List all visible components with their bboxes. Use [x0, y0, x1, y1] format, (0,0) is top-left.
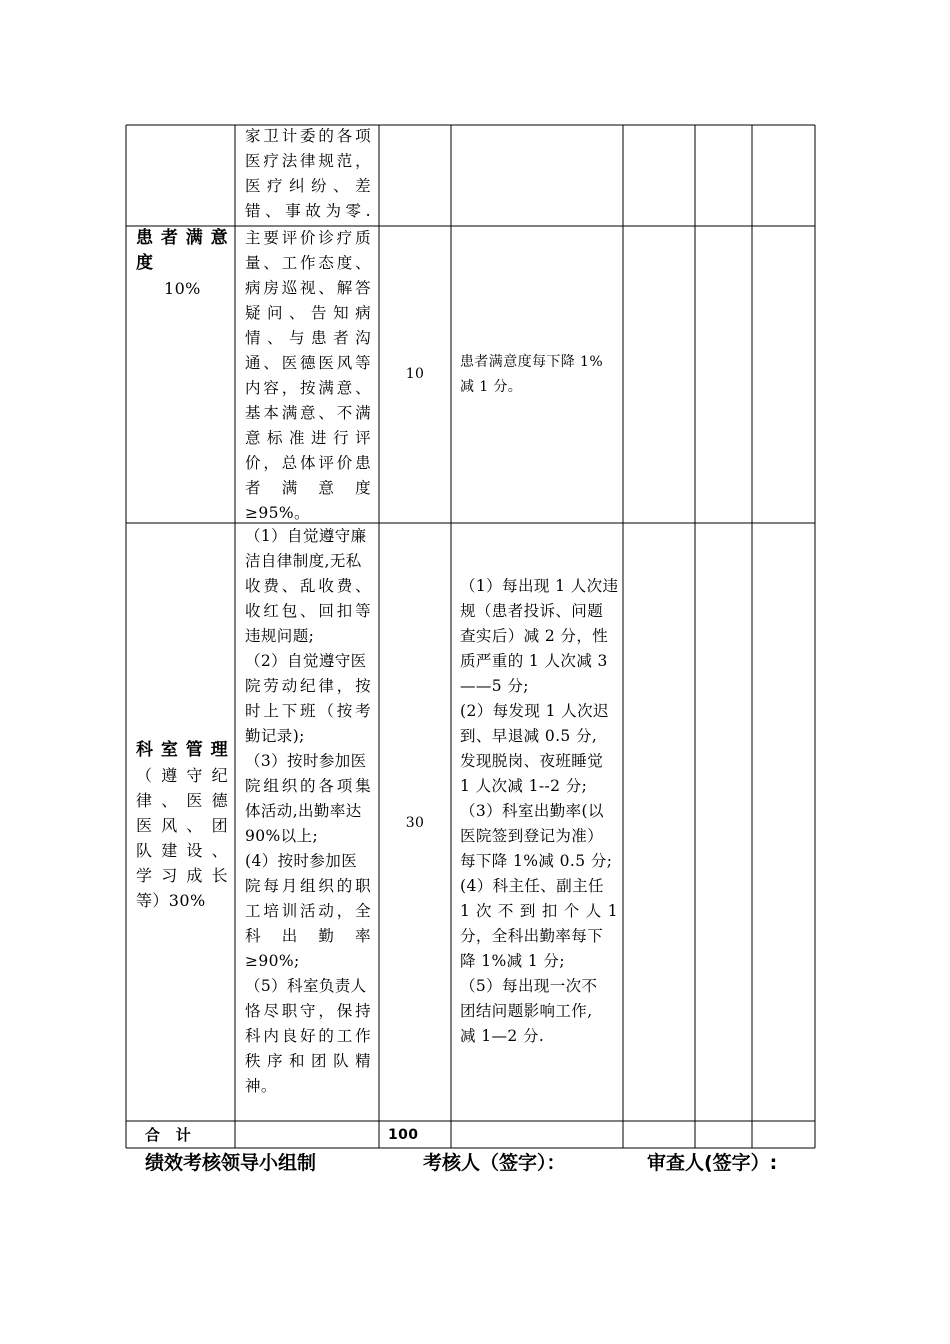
- criteria-line: ≥95%。: [245, 504, 310, 522]
- criteria-line: 病房巡视、解答: [245, 279, 371, 297]
- row3-criteria: [245, 524, 371, 1099]
- category-note-line: 队 建 设 、: [136, 841, 228, 860]
- footer-reviewer-signature: 审查人(签字）:: [647, 1152, 778, 1174]
- category-title: 患 者 满 意: [136, 228, 228, 248]
- criteria-line: 洁自律制度,无私: [245, 552, 362, 570]
- deduction-line: 到、早退减 0.5 分,: [460, 727, 598, 745]
- criteria-line: 疑 问 、 告 知 病: [245, 304, 371, 322]
- criteria-line: 违规问题;: [245, 627, 315, 645]
- category-note-line: 学 习 成 长: [136, 866, 228, 885]
- criteria-line: 量、工作态度、: [245, 254, 371, 272]
- deduction-line: （5）每出现一次不: [460, 977, 598, 995]
- criteria-line: （3）按时参加医: [245, 752, 367, 770]
- deduction-line: （1）每出现 1 人次违: [460, 577, 618, 595]
- category-note-line: （ 遵 守 纪: [136, 766, 228, 785]
- row3-category: [136, 738, 228, 913]
- deduction-line: (2）每发现 1 人次迟: [460, 702, 609, 720]
- criteria-line: 基本满意、不满: [245, 404, 371, 422]
- deduction-line: 质严重的 1 人次减 3: [460, 652, 608, 670]
- criteria-line: (4）按时参加医: [245, 852, 358, 870]
- deduction-line: (4）科主任、副主任: [460, 877, 604, 895]
- row2-criteria: [245, 226, 371, 526]
- row2-deduction: [460, 350, 618, 400]
- category-title: 度: [136, 253, 154, 273]
- footer-assessor-signature: 考核人（签字）：: [423, 1152, 566, 1174]
- criteria-line: 恪尽职守，保持: [245, 1002, 371, 1020]
- row3-score: 30: [405, 815, 425, 831]
- criteria-line: （1）自觉遵守廉: [245, 527, 367, 545]
- deduction-line: 患者满意度每下降 1%: [460, 354, 604, 370]
- category-title: 科 室 管 理: [136, 740, 228, 760]
- criteria-line: 医疗法律规范，: [245, 152, 371, 170]
- criteria-line: 家卫计委的各项: [245, 127, 371, 145]
- criteria-line: 错、事故为零.: [245, 202, 371, 220]
- criteria-line: （2）自觉遵守医: [245, 652, 367, 670]
- criteria-line: 通、医德医风等: [245, 354, 371, 372]
- deduction-line: （3）科室出勤率(以: [460, 802, 604, 820]
- criteria-line: 者 满 意 度: [245, 479, 371, 497]
- category-note-line: 等）30%: [136, 891, 206, 910]
- criteria-line: 院每月组织的职: [245, 877, 371, 895]
- deduction-line: 每下降 1%减 0.5 分;: [460, 852, 613, 870]
- deduction-line: 规（患者投诉、问题: [460, 602, 604, 620]
- criteria-line: 科 出 勤 率: [245, 927, 371, 945]
- criteria-line: 科内良好的工作: [245, 1027, 371, 1045]
- deduction-line: 分，全科出勤率每下: [460, 927, 604, 945]
- row2-category: [136, 226, 228, 301]
- deduction-line: ——5 分;: [460, 677, 529, 695]
- criteria-line: 院组织的各项集: [245, 777, 371, 795]
- deduction-line: 查实后）减 2 分，性: [460, 627, 609, 645]
- deduction-line: 降 1%减 1 分;: [460, 952, 565, 970]
- deduction-line: 医院签到登记为准）: [460, 827, 604, 845]
- category-weight: 10%: [164, 279, 201, 298]
- criteria-line: 医 疗 纠 纷 、 差: [245, 177, 371, 195]
- criteria-line: 收红包、回扣等: [245, 602, 371, 620]
- criteria-line: 意 标 准 进 行 评: [245, 429, 371, 447]
- row1-criteria: [245, 124, 371, 224]
- criteria-line: ≥90%;: [245, 952, 300, 970]
- criteria-line: 90%以上;: [245, 827, 319, 845]
- criteria-line: 主要评价诊疗质: [245, 229, 371, 247]
- row2-score: 10: [405, 366, 425, 382]
- deduction-line: 团结问题影响工作,: [460, 1002, 593, 1020]
- criteria-line: 院劳动纪律，按: [245, 677, 371, 695]
- footer-organizer: 绩效考核领导小组制: [145, 1152, 317, 1174]
- row3-deduction: [460, 574, 618, 1049]
- deduction-line: 减 1 分。: [460, 379, 523, 395]
- category-note-line: 医 风 、 团: [136, 816, 228, 835]
- criteria-line: 收费、乱收费、: [245, 577, 371, 595]
- criteria-line: 工培训活动，全: [245, 902, 371, 920]
- criteria-line: 情 、 与 患 者 沟: [245, 329, 371, 347]
- deduction-line: 1 次 不 到 扣 个 人 1: [460, 902, 618, 920]
- deduction-line: 发现脱岗、夜班睡觉: [460, 752, 604, 770]
- criteria-line: 价，总体评价患: [245, 454, 371, 472]
- total-score: 100: [388, 1127, 419, 1143]
- deduction-line: 减 1—2 分.: [460, 1027, 545, 1045]
- criteria-line: 内容，按满意、: [245, 379, 371, 397]
- criteria-line: 体活动,出勤率达: [245, 802, 362, 820]
- criteria-line: 神。: [245, 1077, 277, 1095]
- criteria-line: 时上下班（按考: [245, 702, 371, 720]
- category-note-line: 律 、 医 德: [136, 791, 228, 810]
- criteria-line: 勤记录);: [245, 727, 305, 745]
- total-label: 合 计: [145, 1126, 192, 1144]
- deduction-line: 1 人次减 1--2 分;: [460, 777, 588, 795]
- criteria-line: （5）科室负责人: [245, 977, 367, 995]
- criteria-line: 秩 序 和 团 队 精: [245, 1052, 371, 1070]
